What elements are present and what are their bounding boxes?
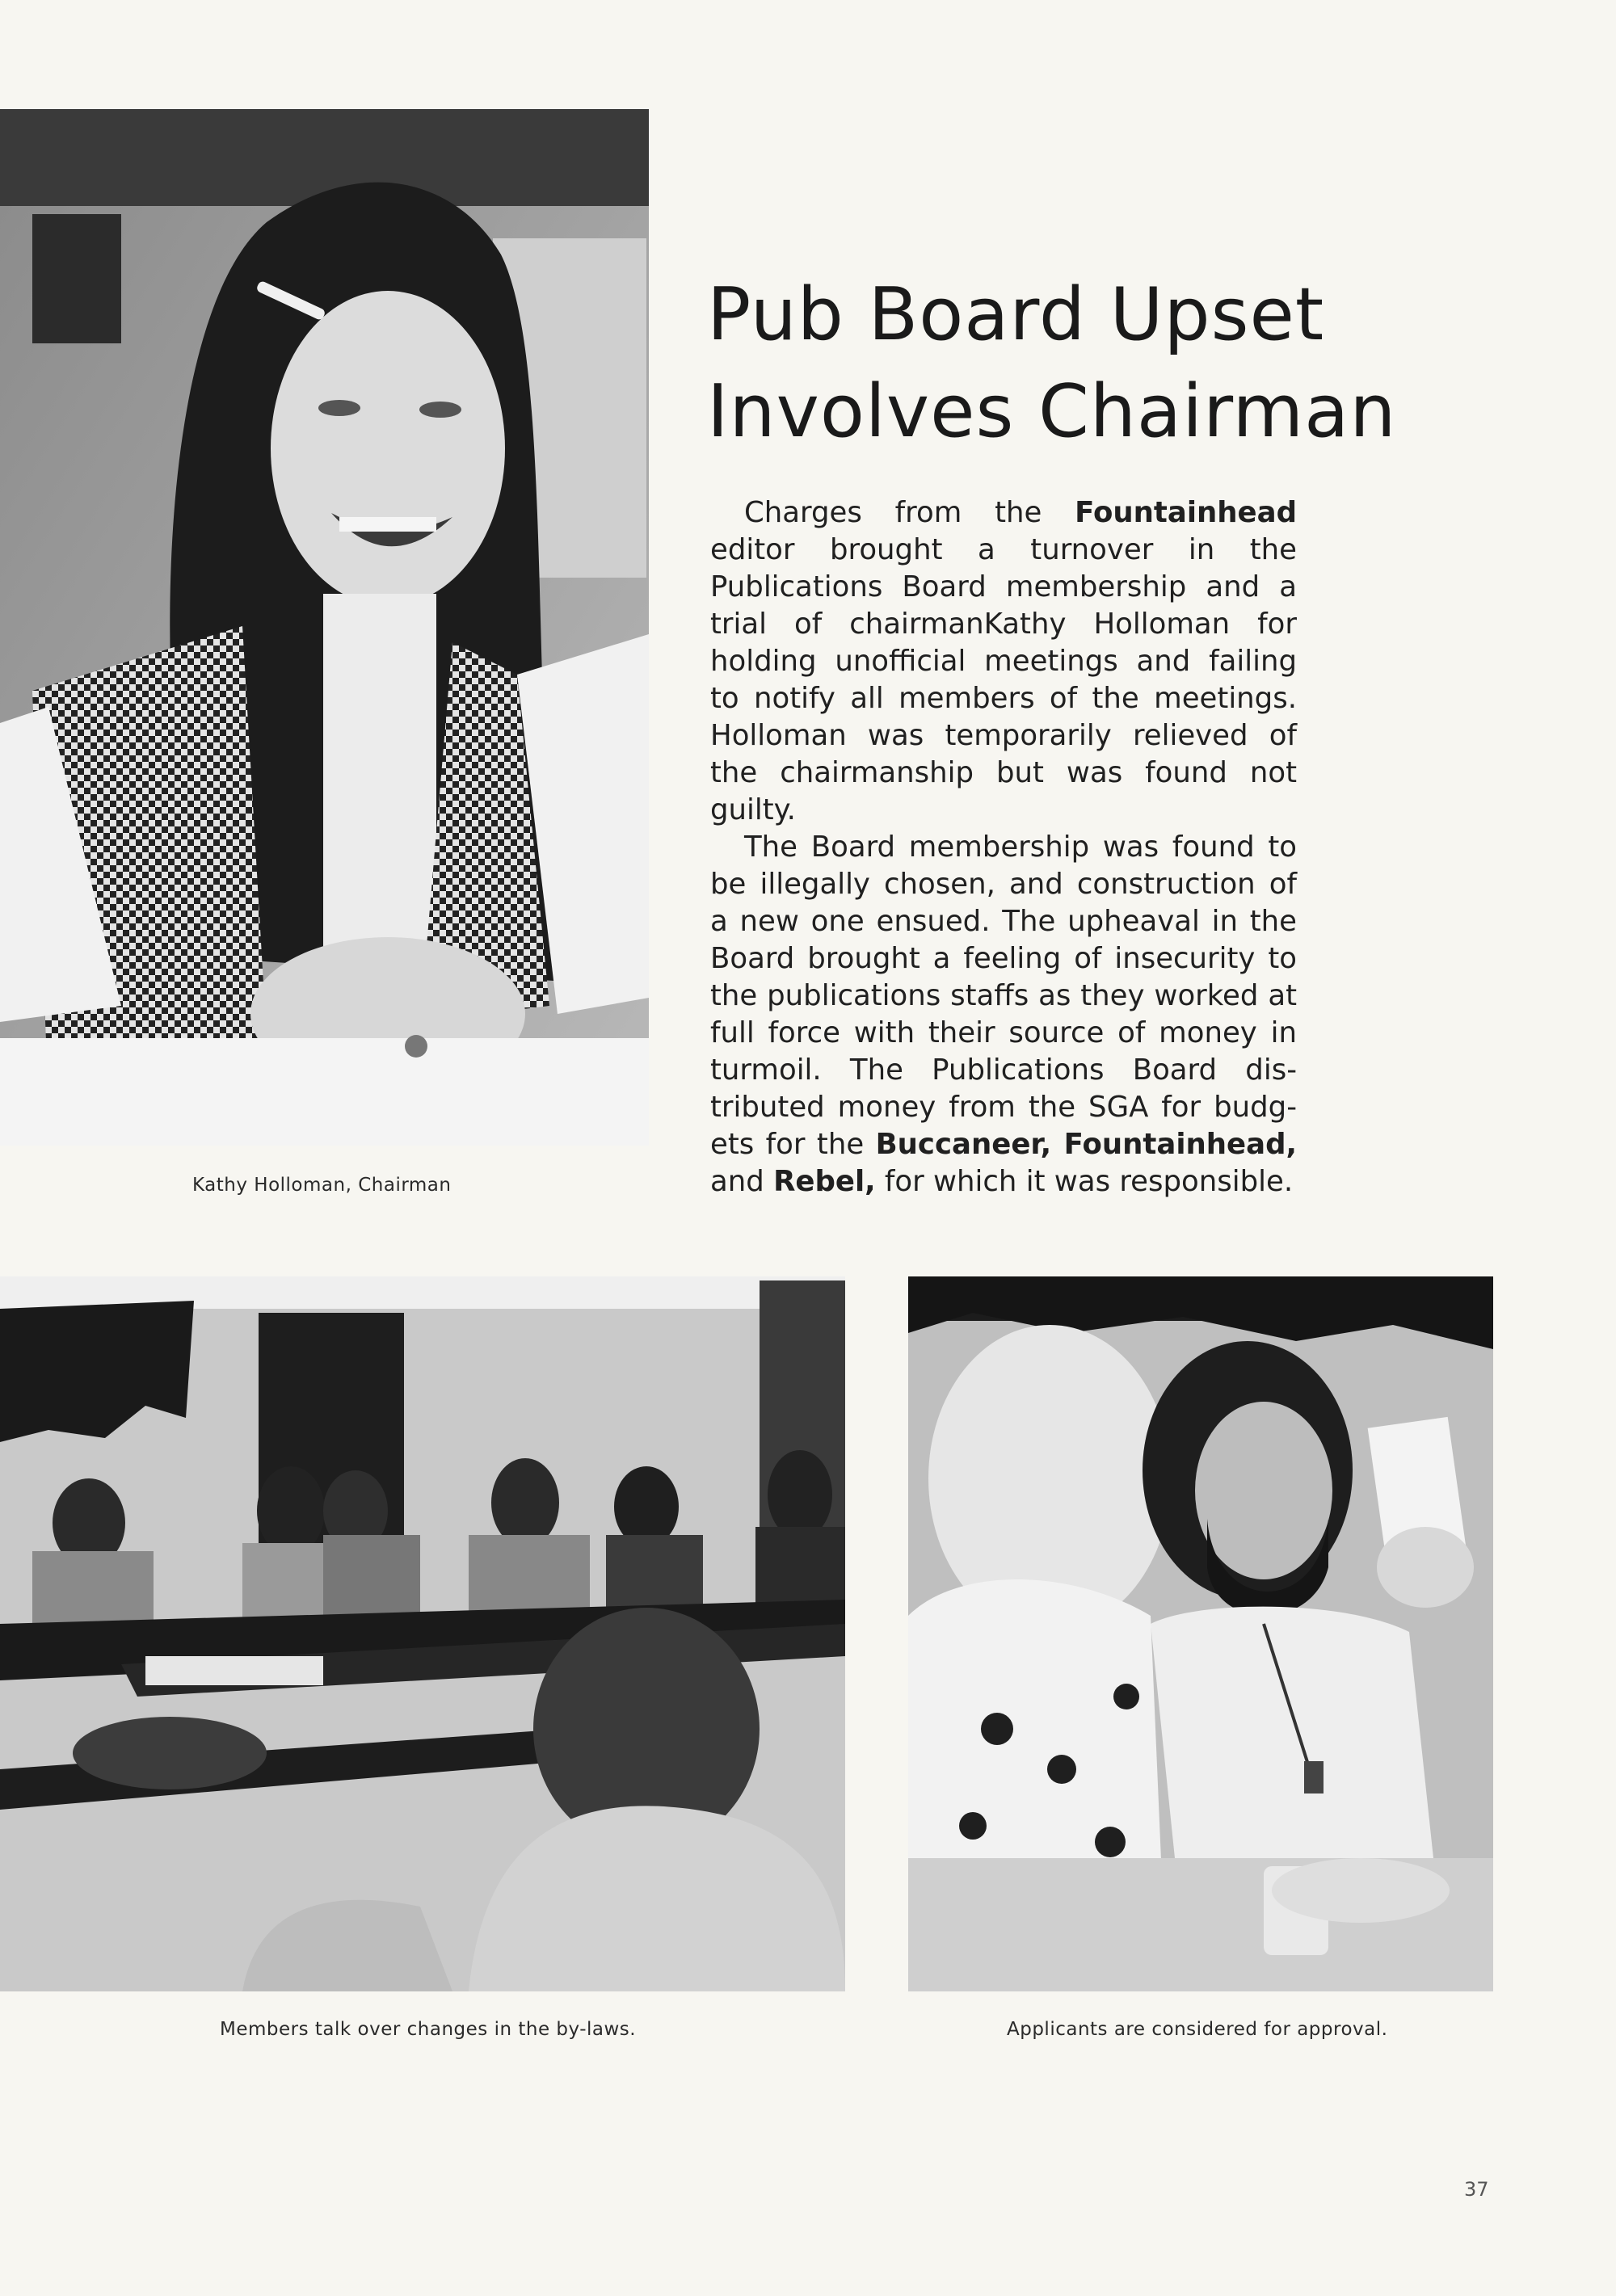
article-text: for which it was responsible.	[875, 1165, 1294, 1198]
publication-names: Buccaneer, Fountainhead,	[875, 1128, 1297, 1161]
article-text: and	[710, 1165, 774, 1198]
caption-applicants: Applicants are considered for approval.	[1007, 2019, 1388, 2040]
caption-members: Members talk over changes in the by-laws.	[220, 2019, 637, 2040]
applicants-photo-image	[908, 1276, 1493, 1991]
article-text: editor brought a turnover in the Publications Board membership and a trial of chairmanKathy Holloman for holding unofficial meetings and failing to notify all members of the meetings. Holloman was temporarily relieved of the chairmanship but was found not guilty.	[710, 533, 1297, 826]
article-text: The Board membership was found to be illegally chosen, and construction of a new one ensued. The upheaval in the Board brought a feeling of insecurity to the publications staffs as they worked at full force with their source of money in turmoil. The Publications Board distributed money from the SGA for budgets for the	[710, 831, 1297, 1161]
chairman-photo	[0, 109, 649, 1146]
caption-chairman: Kathy Holloman, Chairman	[192, 1175, 452, 1196]
article-text: Charges from the	[744, 496, 1075, 529]
publication-name-fountainhead: Fountainhead	[1075, 496, 1297, 529]
headline-line-2: Involves Chairman	[707, 369, 1397, 454]
page-number: 37	[1464, 2178, 1489, 2201]
article-body	[710, 494, 1297, 1201]
article-paragraph-2	[710, 829, 1297, 1201]
applicants-photo	[908, 1276, 1493, 1991]
chairman-photo-image	[0, 109, 649, 1146]
article-paragraph-1	[710, 494, 1297, 829]
publication-name-rebel: Rebel,	[773, 1165, 876, 1198]
members-meeting-photo-image	[0, 1276, 845, 1991]
members-meeting-photo	[0, 1276, 845, 1991]
headline-line-1: Pub Board Upset	[707, 272, 1325, 357]
headline	[707, 267, 1547, 460]
